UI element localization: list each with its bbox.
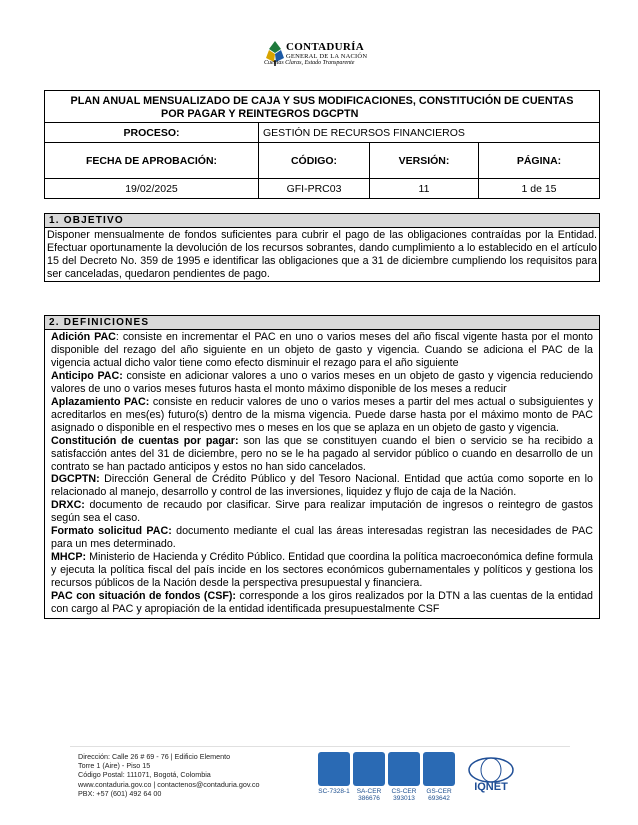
iqnet-label: IQNET [474, 781, 508, 793]
cert-code: CS-CER 393013 [391, 788, 417, 802]
footer-line: Código Postal: 111071, Bogotá, Colombia [78, 770, 211, 780]
section-definiciones [44, 315, 600, 619]
footer-line: Torre 1 (Aire) - Piso 15 [78, 761, 151, 771]
certification-icon [318, 752, 350, 786]
definition-text: Ministerio de Hacienda y Crédito Público. Entidad que coordina la política macroeconómica define formula y ejecuta la política fiscal del país incide en los sectores económicos gubernamentales y políticos y gestiona los recursos públicos de la Nación desde la perspectiva presupuestal y financiera. [51, 551, 593, 590]
definition-text: documento mediante el cual las áreas interesadas registran las necesidades de PAC para un mes determinado. [51, 525, 593, 551]
definition-item [45, 435, 599, 474]
definition-text: corresponde a los giros realizados por la DTN a las cuentas de la entidad con cargo al PAC y apropiación de la entidad identificada presupuestalmente CSF [51, 590, 593, 616]
definition-item [45, 331, 599, 370]
definition-item [45, 551, 599, 590]
cert-badge [423, 752, 455, 808]
codigo-label: CÓDIGO: [259, 143, 370, 179]
definition-text: son las que se constituyen cuando el bien o servicio se ha recibido a satisfacción antes del 31 de diciembre, pero no se le ha pagado al servidor público o cuando en desarrollo de un contrato se han pactado anticipos y estos no han sido cancelados. [51, 434, 593, 473]
definition-item [45, 396, 599, 435]
iqnet-logo [462, 756, 520, 796]
footer-address [78, 752, 260, 798]
definition-text: Dirección General de Crédito Público y del Tesoro Nacional. Entidad que actúa como soporte en lo relacionado al manejo, desarrollo y control de las inversiones, liquidez y flujo de caja de la Nación. [51, 473, 593, 499]
version-value: 11 [370, 179, 479, 199]
certification-icon [388, 752, 420, 786]
certification-icon [353, 752, 385, 786]
document-title [45, 91, 600, 123]
document-header-table [44, 90, 600, 199]
definition-item [45, 370, 599, 396]
proceso-value: GESTIÓN DE RECURSOS FINANCIEROS [259, 123, 600, 143]
pagina-value: 1 de 15 [479, 179, 600, 199]
footer-divider [70, 746, 570, 747]
proceso-label: PROCESO: [45, 123, 259, 143]
logo-slogan: Cuentas Claras, Estado Transparente [264, 60, 355, 66]
logo-name: CONTADURÍA [286, 41, 364, 53]
cert-badge [388, 752, 420, 808]
logo-subtitle: GENERAL DE LA NACIÓN [286, 53, 368, 60]
definition-term: MHCP: [51, 551, 87, 564]
section-objetivo [44, 213, 600, 282]
contaduria-logo [264, 38, 384, 72]
definition-text: consiste en reducir valores de uno o varios meses a partir del mes actual o subsiguientes y acreditarlos en mes(es) futuro(s) dentro de la misma vigencia. Puede darse hasta por el máximo monto de PAC asignado o disponible en el respectivo mes o meses en los que se aplaza en un objeto de gasto y vigencia. [51, 395, 593, 434]
objetivo-text: Disponer mensualmente de fondos suficientes para cubrir el pago de las obligaciones contraídas por la Entidad. Efectuar oportunamente la devolución de los recursos sobrantes, dando cumplimiento a lo establecido en el artículo 15 del Decreto No. 359 de 1995 e identificar las obligaciones que a 31 de diciembre cumpliendo los requisitos para ser canceladas, quedaron pendientes de pago. [47, 229, 597, 280]
fecha-value: 19/02/2025 [45, 179, 259, 199]
definition-term: Formato solicitud PAC: [51, 525, 172, 538]
definition-term: DGCPTN: [51, 473, 100, 486]
cert-code: SC-7328-1 [318, 788, 350, 795]
definition-item [45, 590, 599, 616]
definition-text: consiste en adicionar valores a uno o varios meses en un objeto de gasto y vigencia reduciendo valores de uno o varios meses futuros hasta el monto máximo disponible de los meses a reducir [51, 369, 593, 395]
title-line-1: PLAN ANUAL MENSUALIZADO DE CAJA Y SUS MODIFICACIONES, CONSTITUCIÓN DE CUENTAS [70, 94, 574, 107]
cert-code: SA-CER 386676 [356, 788, 382, 802]
definition-term: Constitución de cuentas por pagar: [51, 434, 239, 447]
definition-term: Aplazamiento PAC: [51, 395, 150, 408]
codigo-value: GFI-PRC03 [259, 179, 370, 199]
section-heading: 2. DEFINICIONES [45, 316, 599, 330]
pagina-label: PÁGINA: [479, 143, 600, 179]
definition-term: DRXC: [51, 499, 85, 512]
definition-item [45, 499, 599, 525]
definitions-list [45, 330, 599, 618]
definition-term: Anticipo PAC: [51, 369, 123, 382]
footer-line: Dirección: Calle 26 # 69 - 76 | Edificio Elemento [78, 752, 231, 761]
definition-text: documento de recaudo por clasificar. Sirve para realizar imputación de ingresos o reintegro de gastos según sea el caso. [51, 499, 593, 525]
definition-term: PAC con situación de fondos (CSF): [51, 590, 236, 603]
cert-badge [353, 752, 385, 808]
fecha-label: FECHA DE APROBACIÓN: [45, 143, 259, 179]
cert-badge [318, 752, 350, 808]
footer-line: PBX: +57 (601) 492 64 00 [78, 788, 162, 798]
definition-text: : consiste en incrementar el PAC en uno o varios meses del año fiscal vigente hasta por el monto disponible del rezago del año siguiente en un objeto de gasto y vigencia. Cuando se adiciona el PAC de la vigencia actual dicho valor tiene como efecto disminuir el rezago para el año siguiente [51, 331, 593, 369]
definition-term: Adición PAC [51, 331, 116, 343]
version-label: VERSIÓN: [370, 143, 479, 179]
cert-code: GS-CER 693642 [426, 788, 452, 802]
footer-line: www.contaduria.gov.co | contactenos@contaduria.gov.co [78, 779, 260, 789]
section-heading: 1. OBJETIVO [45, 214, 599, 228]
definition-item [45, 525, 599, 551]
definition-item [45, 473, 599, 499]
certification-icon [423, 752, 455, 786]
title-line-2: POR PAGAR Y REINTEGROS DGCPTN [161, 107, 359, 120]
